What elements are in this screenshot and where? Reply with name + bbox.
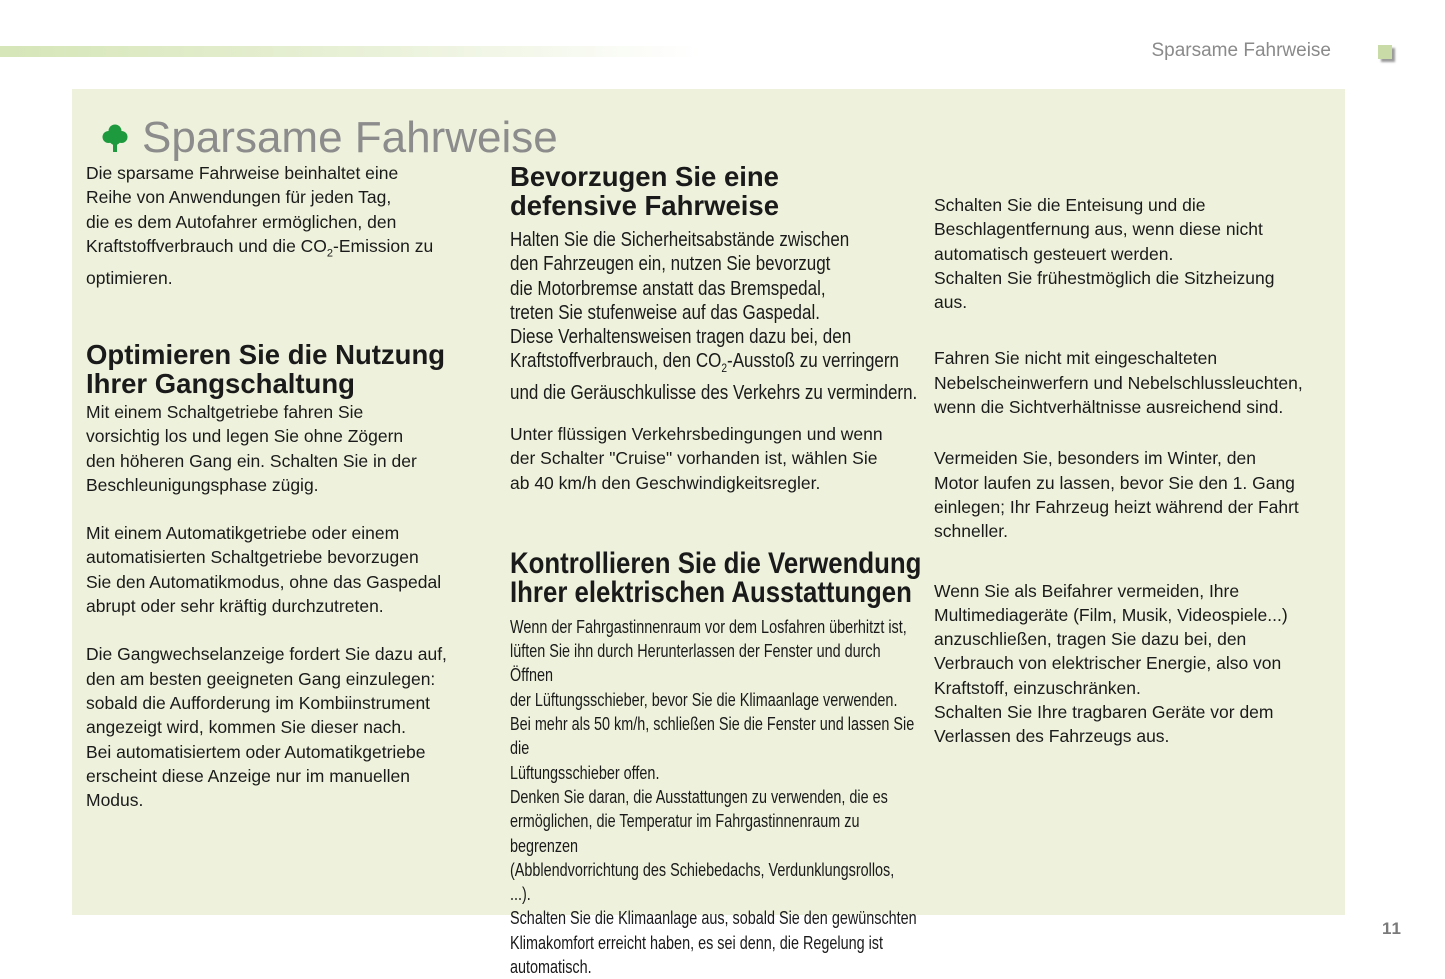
paragraph-defensive-driving (510, 228, 920, 404)
page-title-text: Sparsame Fahrweise (142, 113, 558, 162)
paragraph-defrost: Schalten Sie die Enteisung und die Beschlagentfernung aus, wenn diese nicht automatisch gesteuert werden. Schalten Sie frühestmöglich die Sitzheizung aus. (934, 195, 1275, 313)
section-heading-gear: Optimieren Sie die Nutzung Ihrer Gangschaltung (86, 338, 446, 399)
page-number: 11 (1382, 919, 1402, 938)
paragraph-winter-idle: Vermeiden Sie, besonders im Winter, den Motor laufen zu lassen, bevor Sie den 1. Gang einlegen; Ihr Fahrzeug heizt während der Fahrt schneller. (934, 448, 1299, 542)
tree-icon (102, 123, 128, 153)
running-header-title: Sparsame Fahrweise (1151, 40, 1331, 61)
paragraph-manual-gearbox: Mit einem Schaltgetriebe fahren Sie vorsichtig los und legen Sie ohne Zögern den höheren Gang ein. Schalten Sie in der Beschleunigungsphase zügig. (86, 401, 417, 495)
column-right (934, 193, 1344, 749)
section-heading-defensive: Bevorzugen Sie eine defensive Fahrweise (510, 161, 780, 221)
header-corner-square (1378, 45, 1392, 59)
column-middle (510, 162, 920, 979)
defensive-text-b: -Ausstoß zu verringern und die Geräuschkulisse des Verkehrs zu vermindern. (510, 350, 918, 404)
defensive-text-a: Halten Sie die Sicherheitsabstände zwischen den Fahrzeugen ein, nutzen Sie bevorzugt die Motorbremse anstatt das Bremspedal, treten Sie stufenweise auf das Gaspedal. Diese Verhaltensweisen tragen dazu bei, den Kraftstoffverbrauch, den CO (510, 229, 852, 373)
column-left (86, 161, 486, 812)
page-title (102, 113, 558, 163)
header-decor-bar (0, 46, 700, 57)
paragraph-gear-indicator: Die Gangwechselanzeige fordert Sie dazu auf, den am besten geeigneten Gang einzulegen: sobald die Aufforderung im Kombiinstrument angezeigt wird, kommen Sie dieser nach. Bei automatisiertem oder Automatikgetriebe erscheint diese Anzeige nur im manuellen Modus. (86, 644, 447, 811)
paragraph-electrical-equipment (510, 615, 920, 979)
co2-subscript: 2 (326, 247, 334, 260)
electrical-equipment-text: Wenn der Fahrgastinnenraum vor dem Losfahren überhitzt ist, lüften Sie ihn durch Herunterlassen der Fenster und durch Öffnen der Lüftungsschieber, bevor Sie die Klimaanlage verwenden. Bei mehr als 50 km/h, schließen Sie die Fenster und lassen Sie die Lüftungsschieber offen. Denken Sie daran, die Ausstattungen zu verwenden, die es ermöglichen, die Temperatur im Fahrgastinnenraum zu begrenzen (Abblendvorrichtung des Schiebedachs, Verdunklungsrollos, ...). Schalten Sie die Klimaanlage aus, sobald Sie den gewünschten Klimakomfort erreicht haben, es sei denn, die Regelung ist automatisch. (510, 616, 917, 978)
section-heading-electrical-text: Kontrollieren Sie die Verwendung Ihrer elektrischen Ausstattungen (510, 546, 922, 609)
section-heading-electrical (510, 546, 922, 611)
paragraph-multimedia: Wenn Sie als Beifahrer vermeiden, Ihre Multimediageräte (Film, Musik, Videospiele...) anzuschließen, tragen Sie dazu bei, den Verbrauch von elektrischer Energie, also von Kraftstoff, einzuschränken. Schalten Sie Ihre tragbaren Geräte vor dem Verlassen des Fahrzeugs aus. (934, 580, 1288, 747)
intro-paragraph (86, 161, 486, 290)
paragraph-cruise-control: Unter flüssigen Verkehrsbedingungen und wenn der Schalter "Cruise" vorhanden ist, wählen Sie ab 40 km/h den Geschwindigkeitsregler. (510, 424, 883, 493)
paragraph-fog-lights: Fahren Sie nicht mit eingeschalteten Nebelscheinwerfern und Nebelschlussleuchten, wenn die Sichtverhältnisse ausreichend sind. (934, 348, 1303, 418)
co2-subscript-2: 2 (721, 361, 728, 376)
intro-text-b: -Emission zu optimieren. (86, 235, 434, 288)
intro-text-a: Die sparsame Fahrweise beinhaltet eine Reihe von Anwendungen für jeden Tag, die es dem Autofahrer ermöglichen, den Kraftstoffverbrauch und die CO (86, 163, 399, 256)
paragraph-automatic-gearbox: Mit einem Automatikgetriebe oder einem automatisierten Schaltgetriebe bevorzugen Sie den Automatikmodus, ohne das Gaspedal abrupt oder sehr kräftig durchzutreten. (86, 523, 442, 617)
